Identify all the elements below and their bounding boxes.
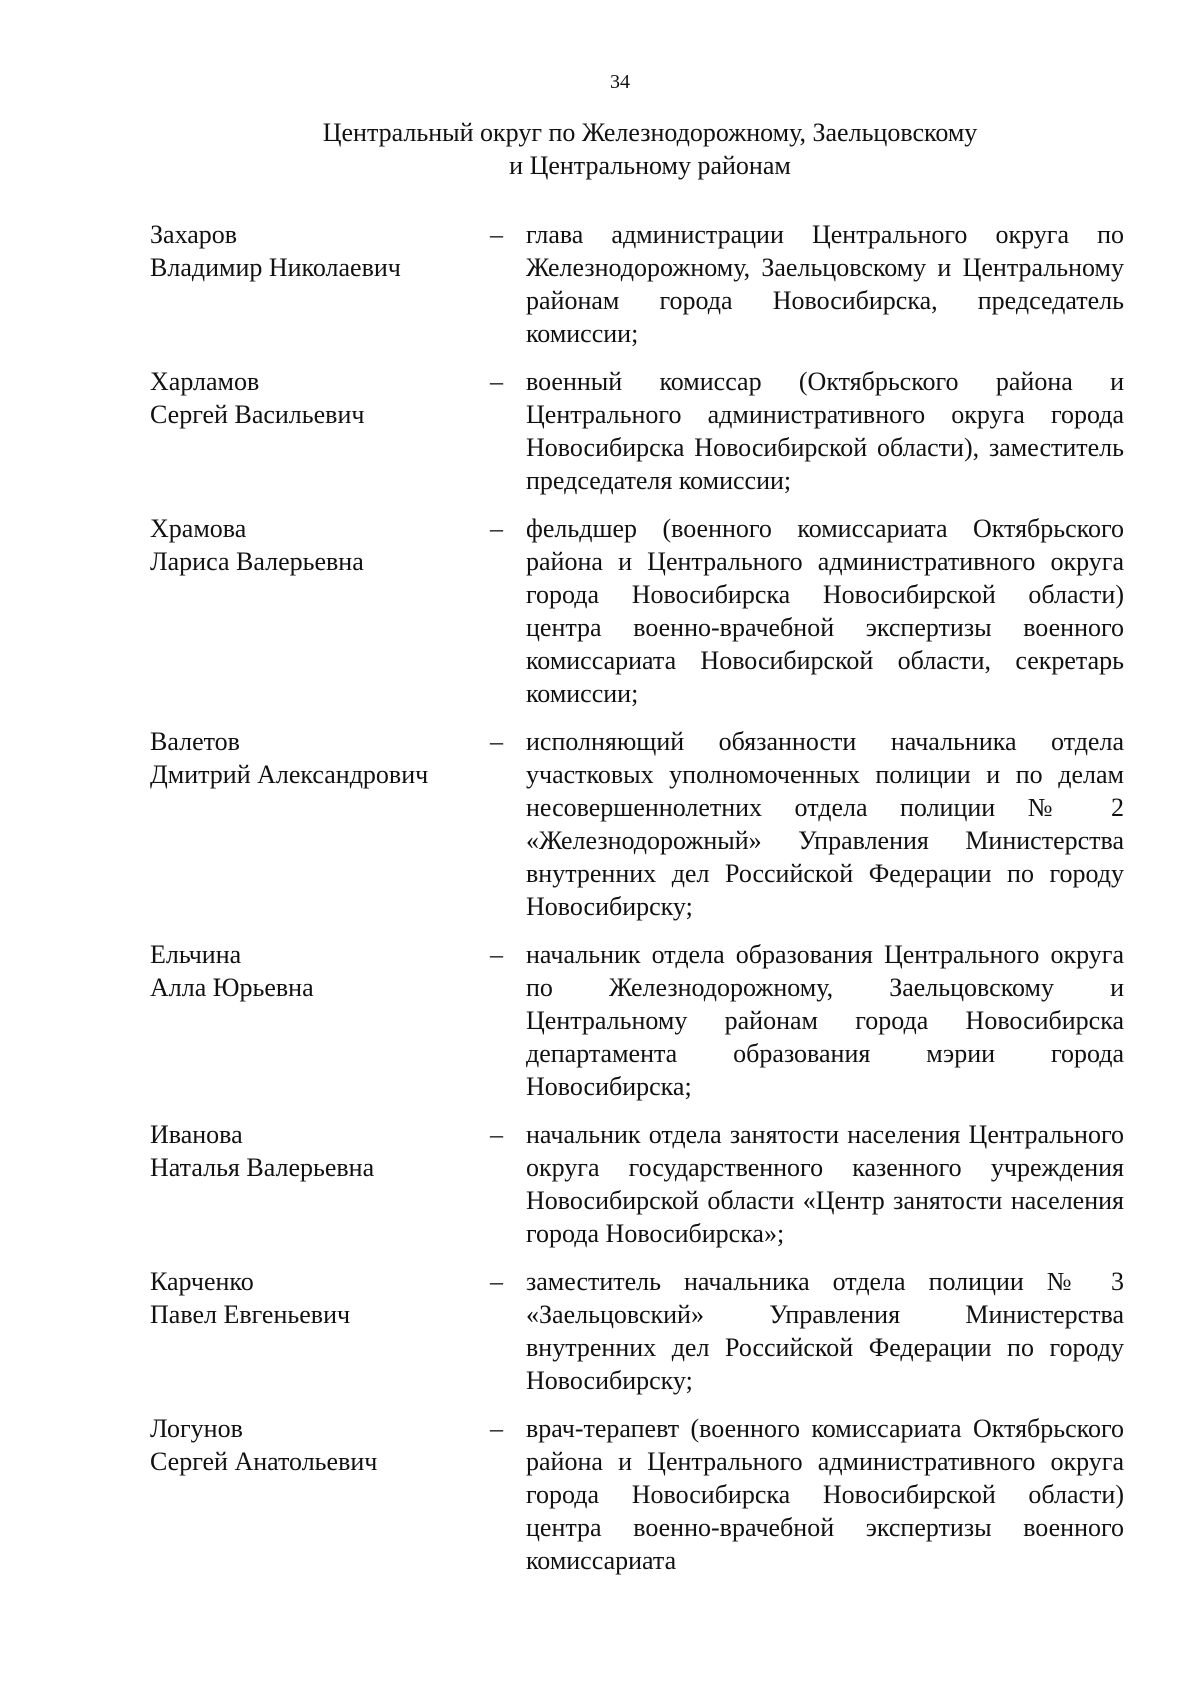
member-dash: –	[490, 727, 503, 756]
member-dash: –	[490, 940, 503, 969]
section-title-line-1: Центральный округ по Железнодорожному, Заельцовскому	[322, 118, 978, 147]
member-dash: –	[490, 367, 503, 396]
member-given-name: Наталья Валерьевна	[150, 1153, 375, 1182]
member-entry	[150, 938, 1150, 1103]
member-surname: Иванова	[150, 1120, 243, 1149]
member-surname: Захаров	[150, 220, 238, 249]
member-entry	[150, 1118, 1150, 1250]
member-name	[150, 365, 490, 497]
member-role: военный комиссар (Октябрьского района и Центрального административного округа города Новосибирска Новосибирской области), заместитель председателя комиссии;	[526, 367, 1124, 495]
member-given-name: Сергей Анатольевич	[150, 1447, 378, 1476]
member-role: глава администрации Центрального округа по Железнодорожному, Заельцовскому и Центральному районам города Новосибирска, председатель комиссии;	[526, 220, 1124, 348]
member-surname: Логунов	[150, 1414, 243, 1443]
member-name	[150, 218, 490, 350]
member-dash: –	[490, 220, 503, 249]
members-list	[150, 218, 1150, 1592]
member-role: начальник отдела занятости населения Центрального округа государственного казенного учреждения Новосибирской области «Центр занятости населения города Новосибирска»;	[526, 1120, 1124, 1248]
member-dash: –	[490, 1267, 503, 1296]
member-given-name: Павел Евгеньевич	[150, 1300, 351, 1329]
member-role: врач-терапевт (военного комиссариата Октябрьского района и Центрального административного округа города Новосибирска Новосибирской области) центра военно-врачебной экспертизы военного комиссариата	[526, 1414, 1124, 1575]
member-dash: –	[490, 1120, 503, 1149]
member-name	[150, 512, 490, 710]
member-given-name: Лариса Валерьевна	[150, 547, 364, 576]
member-surname: Храмова	[150, 514, 247, 543]
member-given-name: Дмитрий Александрович	[150, 760, 429, 789]
member-dash: –	[490, 514, 503, 543]
member-name	[150, 1118, 490, 1250]
member-name	[150, 938, 490, 1103]
member-role: исполняющий обязанности начальника отдела участковых уполномоченных полиции и по делам несовершеннолетних отдела полиции № 2 «Железнодорожный» Управления Министерства внутренних дел Российской Федерации по городу Новосибирску;	[526, 727, 1124, 921]
page-number: 34	[610, 71, 630, 93]
member-given-name: Алла Юрьевна	[150, 973, 314, 1002]
member-surname: Харламов	[150, 367, 260, 396]
section-title-line-2: и Центральному районам	[509, 151, 791, 180]
section-title	[150, 116, 1150, 182]
member-role: заместитель начальника отдела полиции № 3 «Заельцовский» Управления Министерства внутренних дел Российской Федерации по городу Новосибирску;	[526, 1267, 1124, 1395]
member-entry	[150, 218, 1150, 350]
member-entry	[150, 725, 1150, 923]
member-entry	[150, 1412, 1150, 1577]
member-surname: Валетов	[150, 727, 240, 756]
member-role: начальник отдела образования Центрального округа по Железнодорожному, Заельцовскому и Центральному районам города Новосибирска департамента образования мэрии города Новосибирска;	[526, 940, 1124, 1101]
member-given-name: Сергей Васильевич	[150, 400, 365, 429]
member-role: фельдшер (военного комиссариата Октябрьского района и Центрального административного округа города Новосибирска Новосибирской области) центра военно-врачебной экспертизы военного комиссариата Новосибирской области, секретарь комиссии;	[526, 514, 1124, 708]
member-name	[150, 1412, 490, 1577]
member-name	[150, 725, 490, 923]
member-dash: –	[490, 1414, 503, 1443]
member-entry	[150, 1265, 1150, 1397]
member-surname: Карченко	[150, 1267, 254, 1296]
member-surname: Ельчина	[150, 940, 242, 969]
member-name	[150, 1265, 490, 1397]
member-entry	[150, 365, 1150, 497]
member-given-name: Владимир Николаевич	[150, 253, 401, 282]
member-entry	[150, 512, 1150, 710]
